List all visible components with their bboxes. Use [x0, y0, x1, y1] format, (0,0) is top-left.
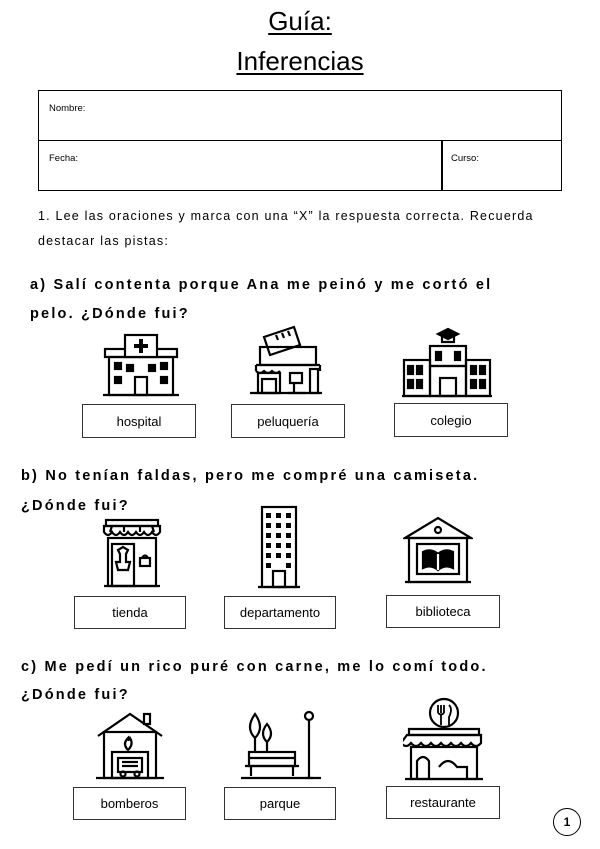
student-info-table	[38, 90, 562, 191]
instructions-line-1: 1. Lee las oraciones y marca con una “X” la respuesta correcta. Recuerda	[38, 209, 534, 223]
answer-box-colegio[interactable]: colegio	[394, 403, 508, 437]
course-label: Curso:	[451, 153, 479, 164]
question-b-line-2: ¿Dónde fui?	[21, 498, 130, 514]
fire-station-icon	[96, 710, 164, 780]
table-divider	[441, 141, 443, 190]
question-b-line-1: b) No tenían faldas, pero me compré una camiseta.	[21, 468, 480, 484]
school-icon	[402, 326, 492, 398]
date-course-row	[39, 141, 561, 190]
answer-box-restaurante[interactable]: restaurante	[386, 786, 500, 819]
title-line-2: Inferencias	[236, 46, 364, 76]
park-icon	[241, 708, 321, 780]
hair-salon-icon	[250, 325, 322, 395]
question-c-line-1: c) Me pedí un rico puré con carne, me lo comí todo.	[21, 659, 488, 675]
name-label: Nombre:	[49, 103, 86, 114]
hospital-icon	[103, 331, 179, 397]
answer-box-departamento[interactable]: departamento	[224, 596, 336, 629]
page-number: 1	[553, 808, 581, 836]
library-icon	[403, 514, 473, 586]
question-a-line-2: pelo. ¿Dónde fui?	[30, 306, 190, 322]
restaurant-icon	[403, 695, 485, 781]
date-label: Fecha:	[49, 153, 79, 164]
answer-box-parque[interactable]: parque	[224, 787, 336, 820]
answer-box-peluqueria[interactable]: peluquería	[231, 404, 345, 438]
answer-box-tienda[interactable]: tienda	[74, 596, 186, 629]
question-a-line-1: a) Salí contenta porque Ana me peinó y me cortó el	[30, 277, 493, 293]
apartment-building-icon	[258, 505, 300, 589]
answer-box-biblioteca[interactable]: biblioteca	[386, 595, 500, 628]
instructions-line-2: destacar las pistas:	[38, 234, 169, 248]
title-line-1: Guía:	[268, 6, 332, 36]
name-row[interactable]	[39, 91, 561, 141]
answer-box-bomberos[interactable]: bomberos	[73, 787, 186, 820]
clothing-store-icon	[102, 518, 162, 588]
answer-box-hospital[interactable]: hospital	[82, 404, 196, 438]
question-c-line-2: ¿Dónde fui?	[21, 687, 130, 703]
